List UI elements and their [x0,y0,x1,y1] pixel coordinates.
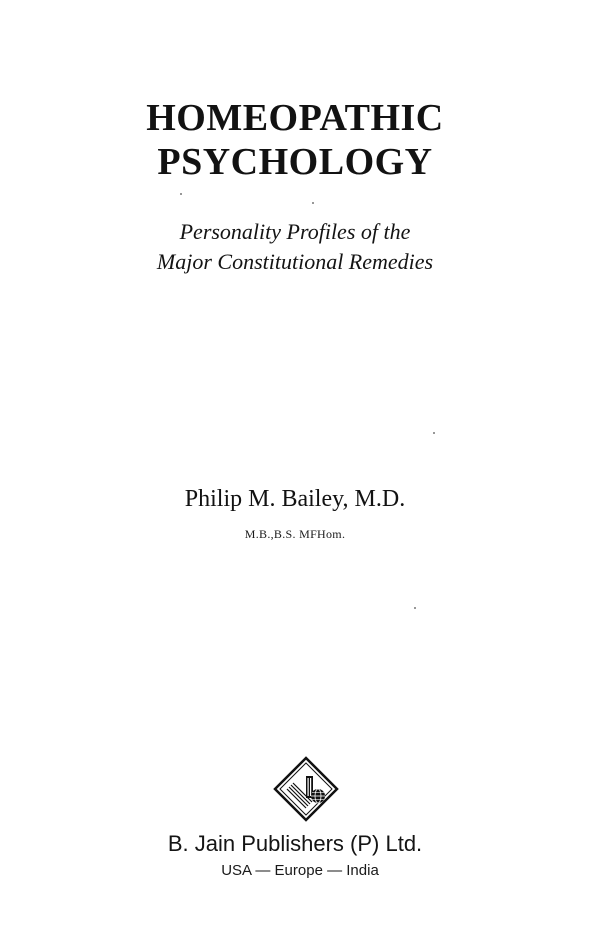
scan-speck [312,202,314,204]
author-credentials: M.B.,B.S. MFHom. [244,527,346,541]
scan-speck [433,432,435,434]
scan-speck [180,193,182,195]
scan-speck [414,607,416,609]
publisher-locations: USA — Europe — India [221,862,379,879]
book-title-line-1: HOMEOPATHIC [146,97,444,139]
publisher-name: B. Jain Publishers (P) Ltd. [167,831,423,856]
book-subtitle-line-1: Personality Profiles of the [179,219,411,244]
book-title-line-2: PSYCHOLOGY [157,141,433,183]
publisher-logo-icon [273,756,339,822]
author-name: Philip M. Bailey, M.D. [184,486,406,512]
book-subtitle-line-2: Major Constitutional Remedies [156,249,434,274]
